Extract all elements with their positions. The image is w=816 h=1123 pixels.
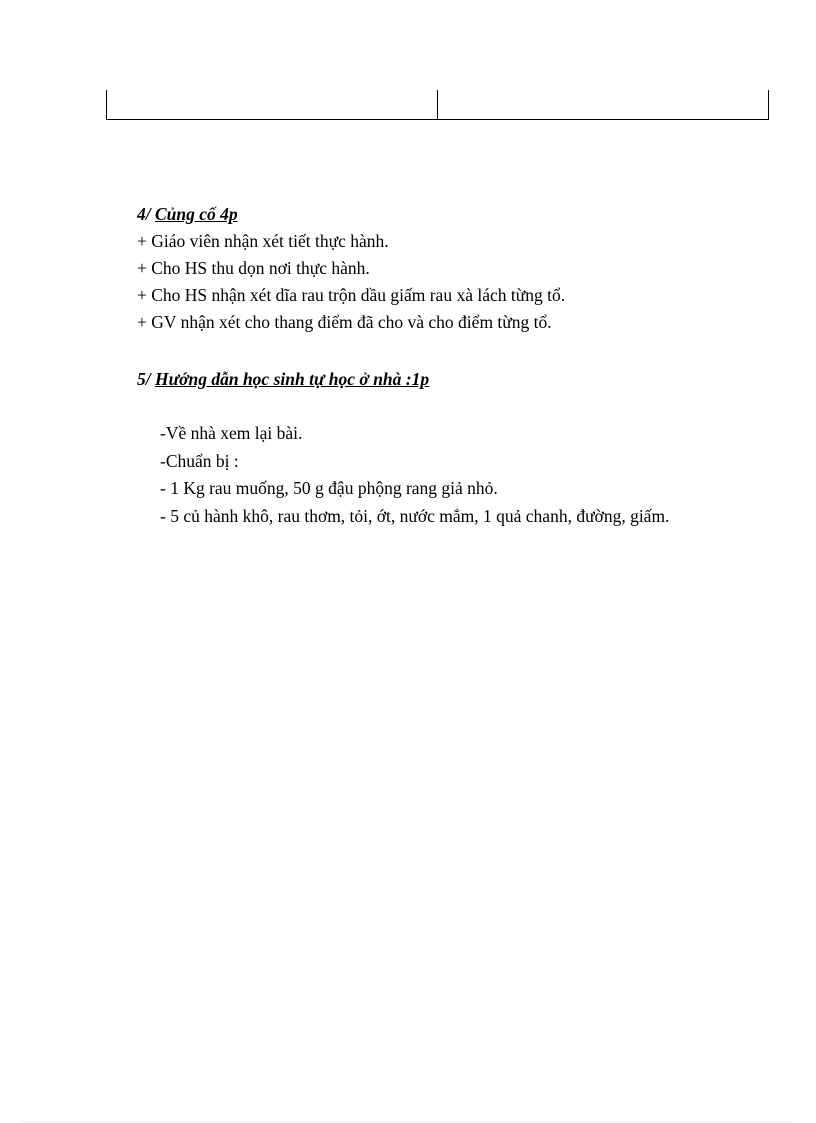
section-5-line: -Về nhà xem lại bài. <box>160 423 303 443</box>
section-4-title: Củng cố 4p <box>155 204 238 224</box>
section-4 <box>137 201 565 336</box>
section-4-line: + Cho HS thu dọn nơi thực hành. <box>137 258 370 278</box>
section-4-line: + GV nhận xét cho thang điểm đã cho và cho điểm từng tổ. <box>137 312 552 332</box>
section-4-line: + Cho HS nhận xét dĩa rau trộn dầu giấm rau xà lách từng tổ. <box>137 285 566 305</box>
section-4-heading <box>137 201 565 228</box>
table-cell-right <box>438 90 769 119</box>
table-remnant <box>106 90 769 120</box>
section-4-number: 4/ <box>137 204 155 224</box>
section-5-line: - 5 củ hành khô, rau thơm, tỏi, ớt, nước mắm, 1 quả chanh, đường, giấm. <box>160 505 670 526</box>
section-5-list <box>160 420 669 530</box>
table-cell-left <box>107 90 438 119</box>
section-5-line: -Chuẩn bị : <box>160 450 239 471</box>
page-bottom-rule <box>22 1121 794 1122</box>
section-4-line: + Giáo viên nhận xét tiết thực hành. <box>137 231 389 251</box>
section-5 <box>137 366 429 393</box>
section-5-line: - 1 Kg rau muống, 50 g đậu phộng rang giả nhỏ. <box>160 478 498 498</box>
section-5-heading <box>137 366 429 393</box>
section-5-number: 5/ <box>137 369 155 389</box>
section-5-title: Hướng dẫn học sinh tự học ở nhà :1p <box>155 369 430 389</box>
